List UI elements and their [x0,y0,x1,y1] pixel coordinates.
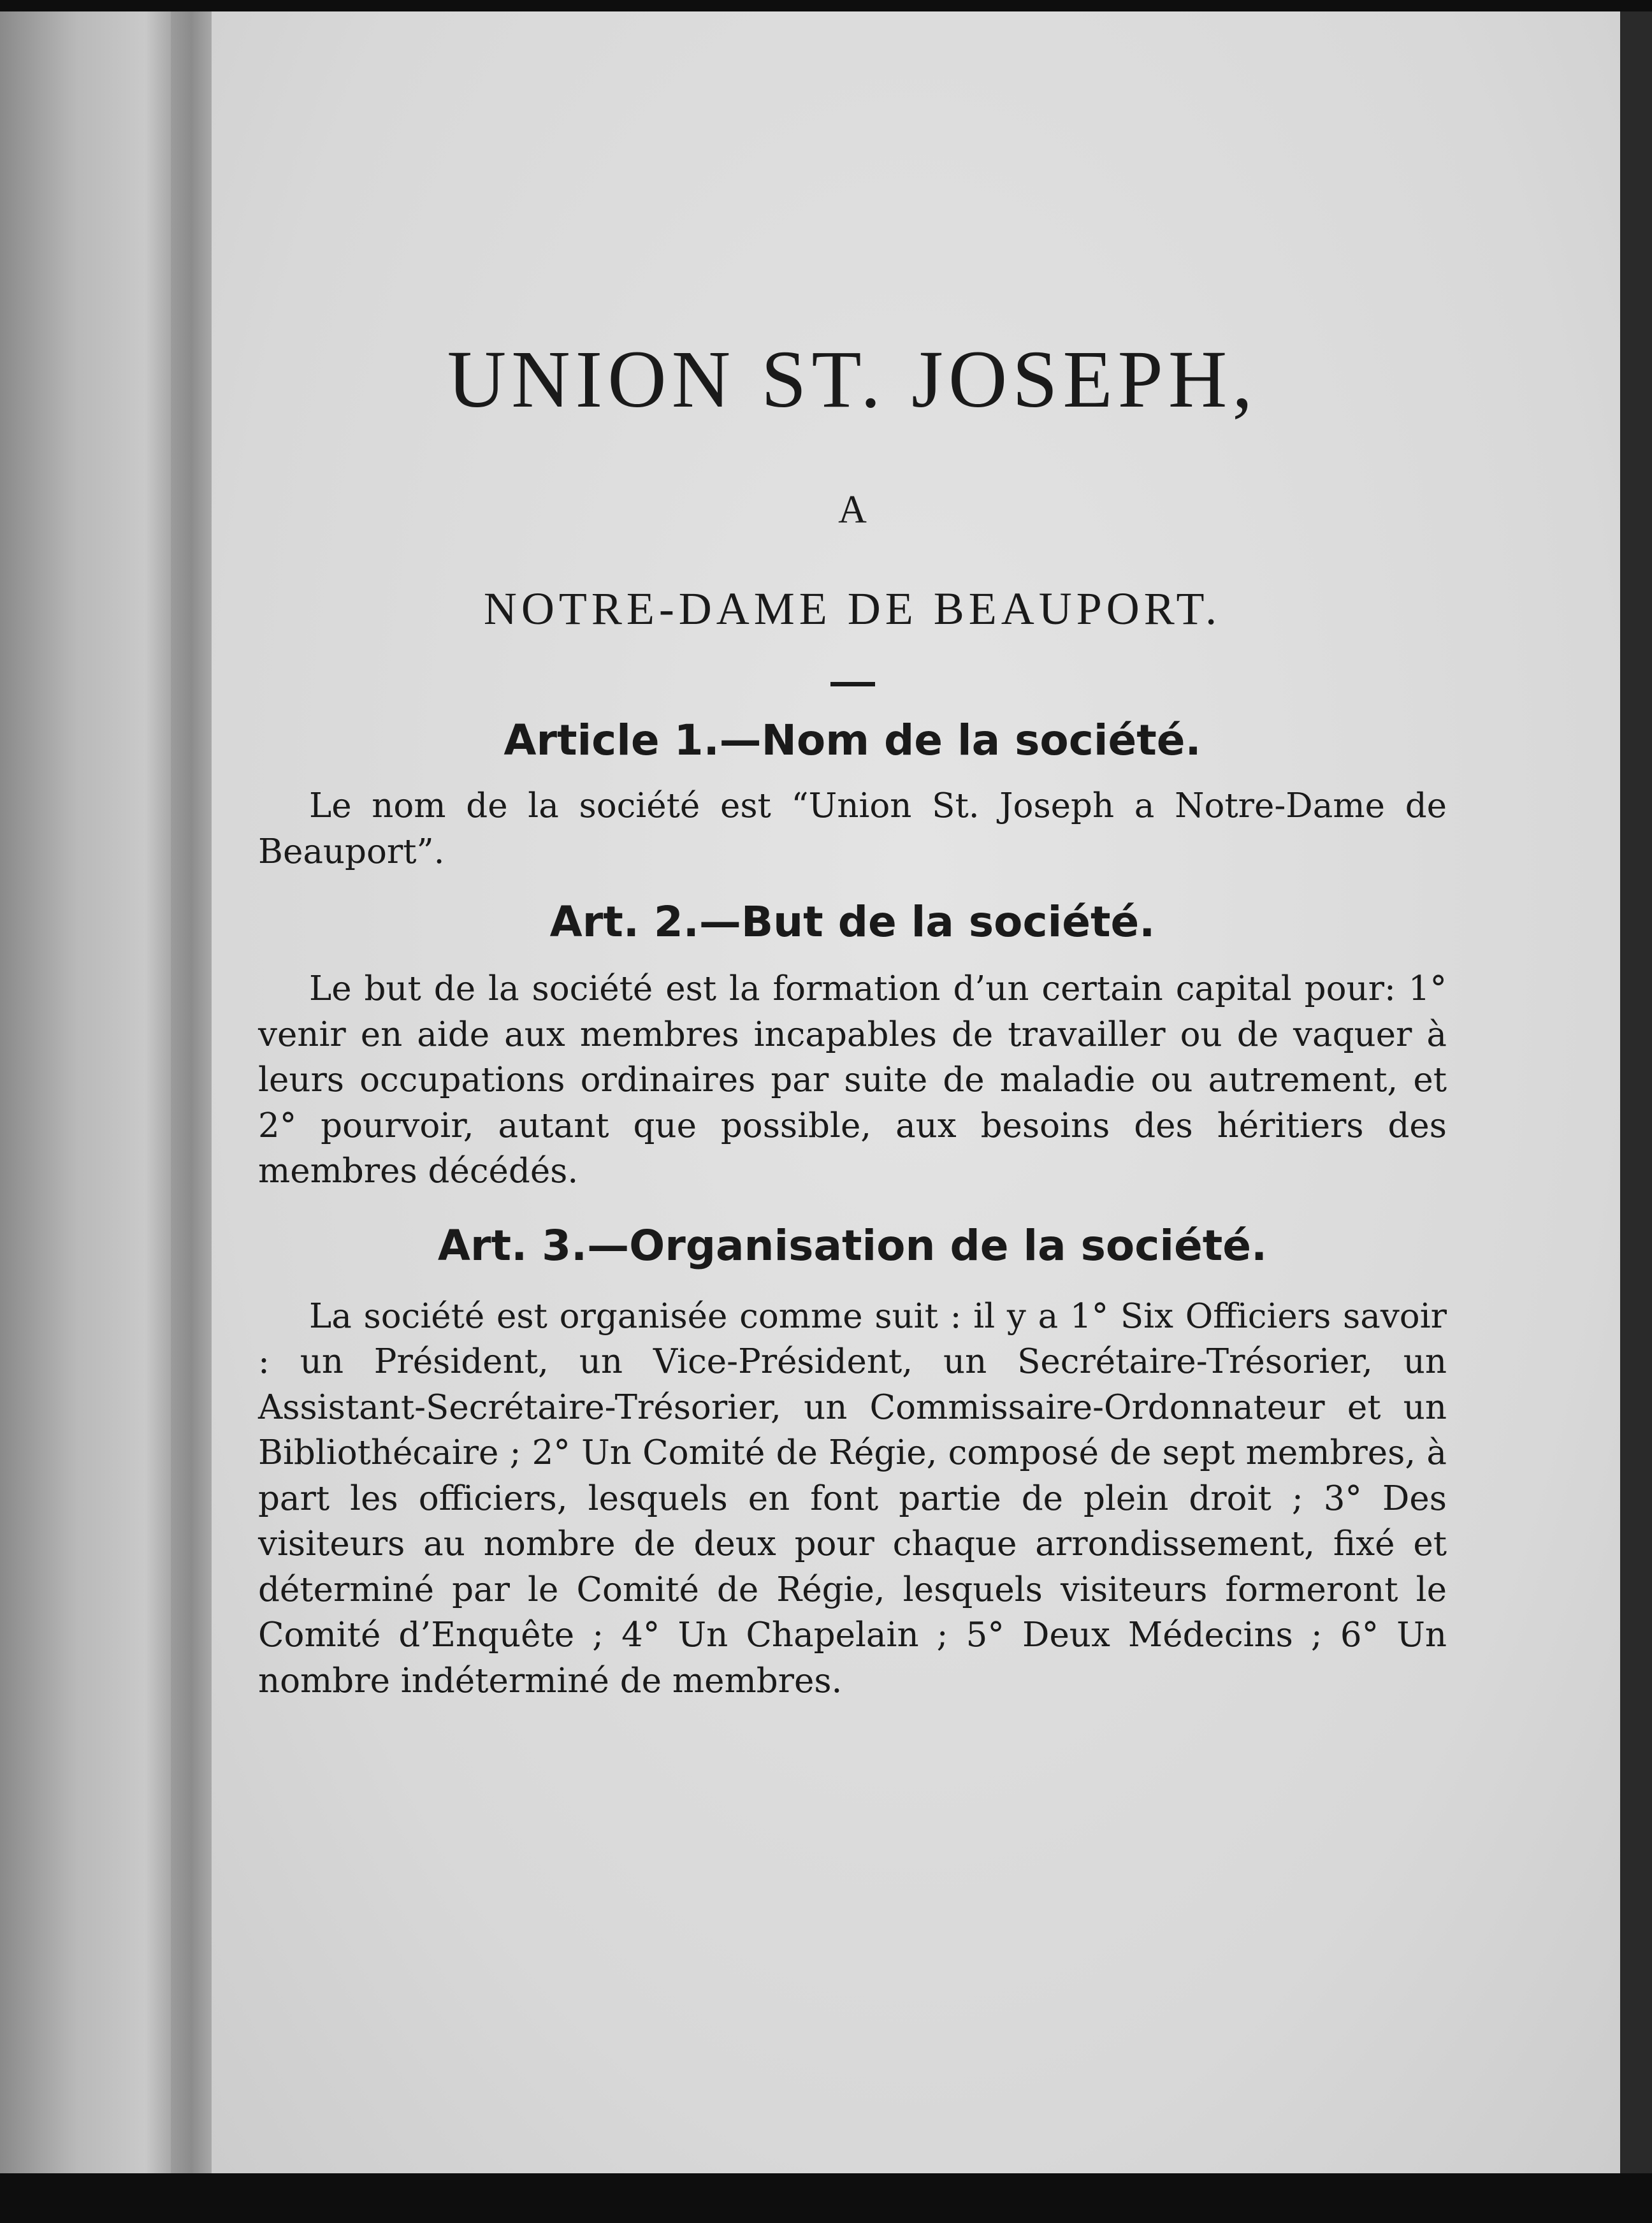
article-3-body: La société est organisée comme suit : il y a 1° Six Officiers savoir : un Président, un Vice-Président, un Secrétaire-Trésorier, un Assistant-Secrétaire-Trésorier, un Commissaire-Ordonnateur et un Bibliothécaire ; 2° Un Comité de Régie, composé de sept membres, à part les officiers, lesquels en font partie de plein droit ; 3° Des visiteurs au nombre de deux pour chaque arrondissement, fixé et déterminé par le Comité de Régie, lesquels visiteurs formeront le Comité d’Enquête ; 4° Un Chapelain ; 5° Deux Médecins ; 6° Un nombre indéterminé de membres. [258,1296,1447,1700]
article-1-heading: Article 1.—Nom de la société. [504,716,1201,765]
page-title: UNION ST. JOSEPH, [447,334,1258,424]
subtitle-preposition: A [838,488,867,532]
subtitle-place: NOTRE-DAME DE BEAUPORT. [483,583,1222,634]
left-page-edge [0,11,171,2173]
article-2-heading: Art. 2.—But de la société. [549,897,1156,946]
right-page-edge [1620,11,1652,2173]
title-divider [830,682,875,686]
article-2-body: Le but de la société est la formation d’un certain capital pour: 1° venir en aide aux membres incapables de travailler ou de vaquer à leurs occupations ordinaires par suite de maladie ou autrement, et 2° pourvoir, autant que possible, aux besoins des héritiers des membres décédés. [258,969,1447,1191]
book-gutter [171,11,212,2173]
article-3-heading: Art. 3.—Organisation de la société. [437,1220,1268,1270]
page-content [258,331,1447,1704]
article-1-body: Le nom de la société est “Union St. Joseph a Notre-Dame de Beauport”. [258,786,1447,871]
